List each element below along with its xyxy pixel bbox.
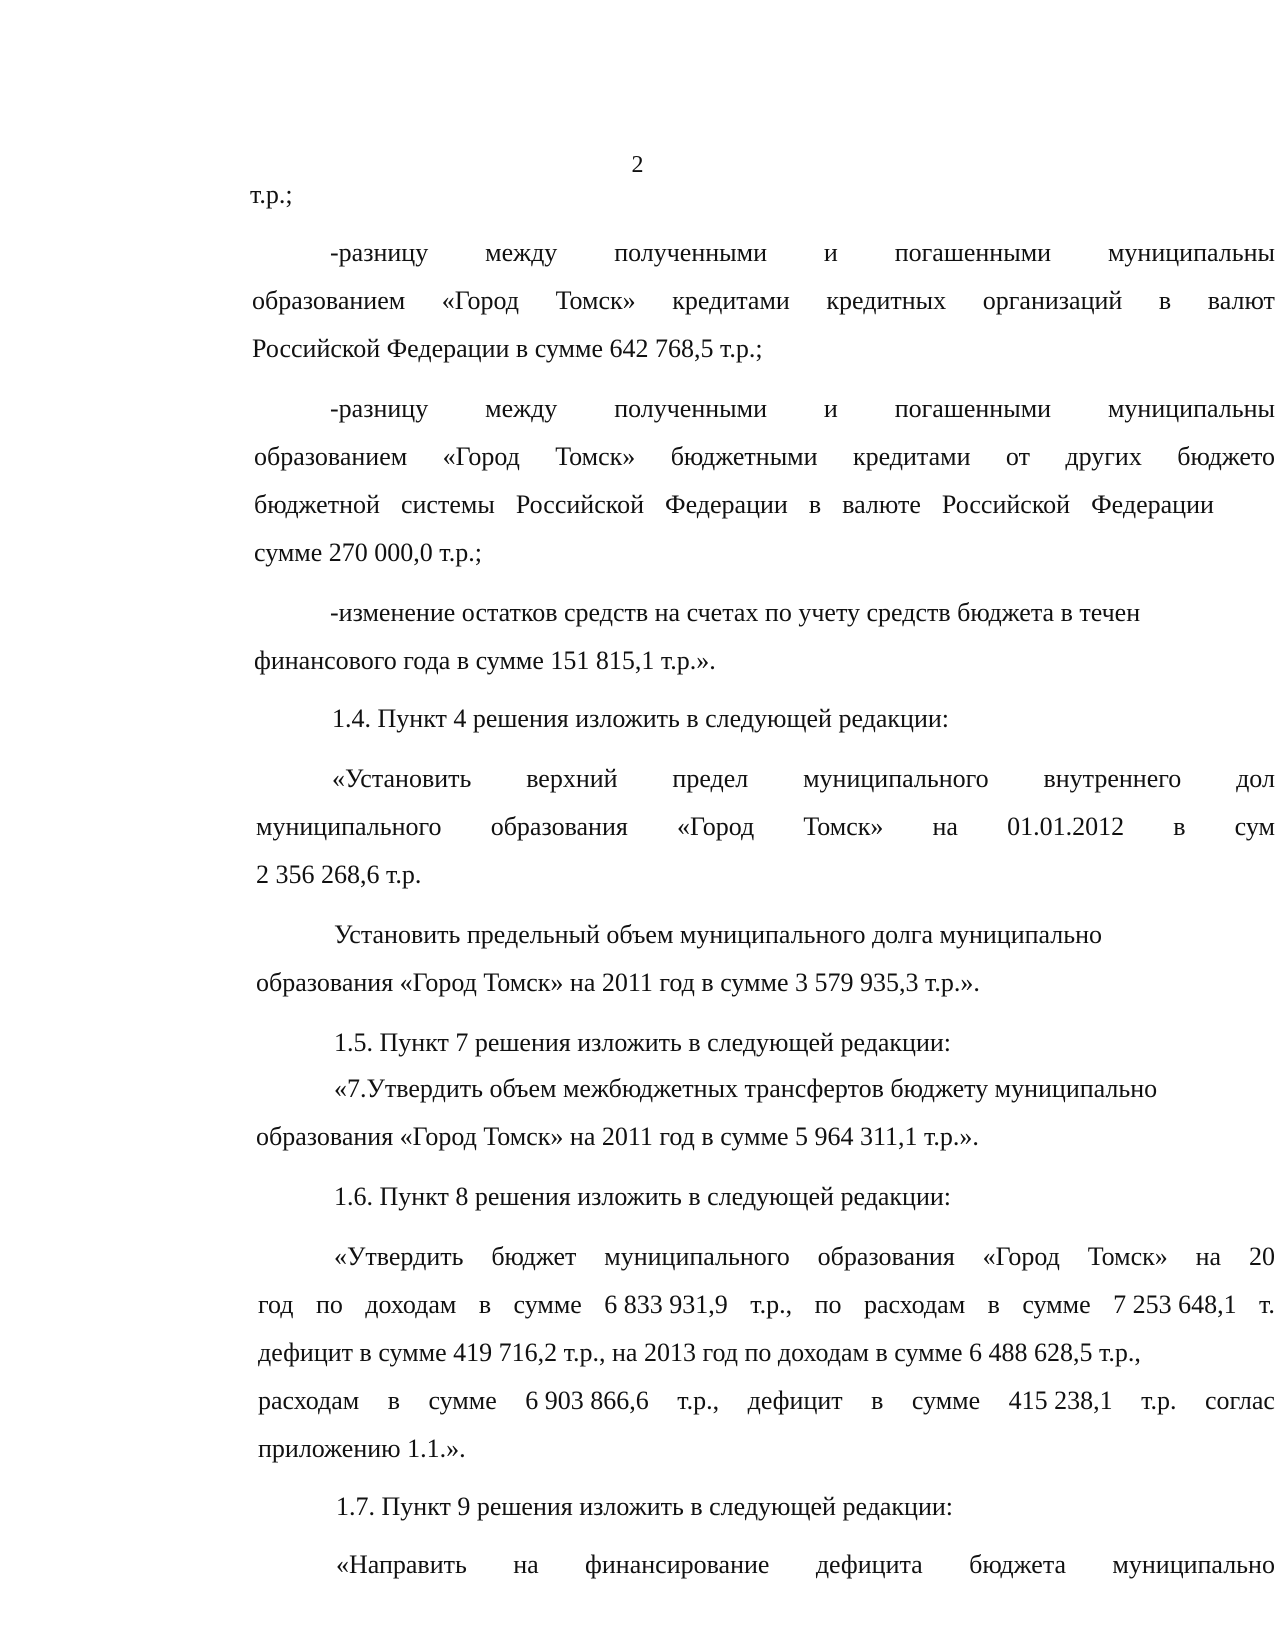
word: 20	[1248, 1242, 1275, 1271]
word: от	[1005, 442, 1030, 471]
word: муниципального	[803, 764, 989, 793]
word: 01.01.2012	[1007, 812, 1125, 841]
word: дол	[1236, 764, 1275, 793]
word: бюджетной	[254, 490, 380, 519]
word: в	[987, 1290, 1000, 1319]
word: расходам	[258, 1386, 360, 1415]
word: предел	[672, 764, 749, 793]
word: кредитами	[852, 442, 971, 471]
word: валют	[1207, 286, 1275, 315]
word: 6 903 866,6	[525, 1386, 649, 1415]
word: муниципальны	[1107, 394, 1275, 423]
word: на	[932, 812, 958, 841]
word: «Город	[441, 286, 520, 315]
text-line	[254, 440, 1275, 474]
text-line: 1.6. Пункт 8 решения изложить в следующей редакции:	[334, 1182, 952, 1211]
text-line: т.р.;	[250, 180, 293, 209]
word: «Город	[676, 812, 755, 841]
word: и	[823, 238, 838, 267]
text-line: образования «Город Томск» на 2011 год в сумме 5 964 311,1 т.р.».	[256, 1122, 979, 1151]
word: бюджет	[491, 1242, 577, 1271]
word: сумме	[428, 1386, 497, 1415]
text-line: приложению 1.1.».	[258, 1434, 466, 1463]
word: т.	[1259, 1290, 1275, 1319]
word: 415 238,1	[1008, 1386, 1113, 1415]
word: организаций	[982, 286, 1123, 315]
word: 7 253 648,1	[1113, 1290, 1237, 1319]
word: -разницу	[330, 238, 429, 267]
word: и	[823, 394, 838, 423]
text-line	[334, 1240, 1275, 1274]
word: между	[485, 238, 558, 267]
text-line	[254, 488, 1214, 522]
word: «Утвердить	[334, 1242, 464, 1271]
word: сум	[1234, 812, 1275, 841]
word: Томск»	[1087, 1242, 1168, 1271]
word: в	[1173, 812, 1186, 841]
text-line	[258, 1384, 1275, 1418]
word: валюте	[842, 490, 921, 519]
text-line: дефицит в сумме 419 716,2 т.р., на 2013 год по доходам в сумме 6 488 628,5 т.р.,	[258, 1338, 1141, 1367]
word: т.р.,	[677, 1386, 720, 1415]
word: расходам	[863, 1290, 966, 1319]
word: Томск»	[555, 286, 636, 315]
word: образованием	[254, 442, 408, 471]
word: т.р.	[1141, 1386, 1177, 1415]
word: кредитных	[826, 286, 947, 315]
text-line: финансового года в сумме 151 815,1 т.р.».	[254, 646, 716, 675]
word: верхний	[526, 764, 618, 793]
word: внутреннего	[1043, 764, 1182, 793]
word: бюджето	[1177, 442, 1275, 471]
word: образованием	[252, 286, 406, 315]
text-line: «7.Утвердить объем межбюджетных трансфертов бюджету муниципально	[334, 1074, 1158, 1103]
text-line: Установить предельный объем муниципального долга муниципально	[334, 920, 1103, 949]
word: доходам	[365, 1290, 457, 1319]
word: соглас	[1205, 1386, 1275, 1415]
word: Томск»	[555, 442, 636, 471]
word: сумме	[911, 1386, 981, 1415]
word: в	[1158, 286, 1172, 315]
text-line	[332, 762, 1275, 796]
text-line: Российской Федерации в сумме 642 768,5 т.р.;	[252, 334, 763, 363]
text-line	[330, 392, 1275, 426]
word: дефицит	[747, 1386, 843, 1415]
word: на	[1195, 1242, 1222, 1271]
word: на	[513, 1550, 539, 1579]
word: кредитами	[672, 286, 790, 315]
word: по	[814, 1290, 842, 1319]
word: муниципальны	[1107, 238, 1275, 267]
word: в	[478, 1290, 492, 1319]
word: Томск»	[803, 812, 884, 841]
word: Российской	[515, 490, 644, 519]
word: Российской	[941, 490, 1071, 519]
word: бюджетными	[670, 442, 818, 471]
word: в	[871, 1386, 884, 1415]
word: дефицита	[815, 1550, 923, 1579]
word: т.р.,	[750, 1290, 793, 1319]
text-line: сумме 270 000,0 т.р.;	[254, 538, 482, 567]
text-line	[336, 1548, 1275, 1582]
text-line	[258, 1288, 1275, 1322]
word: муниципального	[256, 812, 442, 841]
word: финансирование	[585, 1550, 770, 1579]
text-line	[256, 810, 1275, 844]
page-number: 2	[631, 152, 644, 178]
word: по	[315, 1290, 343, 1319]
word: полученными	[614, 238, 768, 267]
text-line	[330, 236, 1275, 270]
word: Федерации	[1091, 490, 1214, 519]
word: погашенными	[894, 394, 1052, 423]
word: «Город	[982, 1242, 1060, 1271]
word: «Установить	[332, 764, 472, 793]
word: сумме	[1022, 1290, 1091, 1319]
word: муниципально	[1112, 1550, 1275, 1579]
word: 6 833 931,9	[604, 1290, 728, 1319]
word: в	[387, 1386, 400, 1415]
word: бюджета	[969, 1550, 1067, 1579]
word: полученными	[614, 394, 768, 423]
word: образования	[490, 812, 628, 841]
word: сумме	[513, 1290, 582, 1319]
word: муниципального	[604, 1242, 790, 1271]
text-line: 2 356 268,6 т.р.	[256, 860, 422, 889]
text-line	[252, 284, 1275, 318]
word: образования	[817, 1242, 955, 1271]
word: год	[258, 1290, 294, 1319]
word: в	[808, 490, 822, 519]
word: между	[485, 394, 558, 423]
word: -разницу	[330, 394, 429, 423]
word: Федерации	[665, 490, 788, 519]
text-line: 1.7. Пункт 9 решения изложить в следующей редакции:	[336, 1492, 954, 1521]
word: погашенными	[894, 238, 1052, 267]
text-line: -изменение остатков средств на счетах по учету средств бюджета в течен	[330, 598, 1141, 627]
word: других	[1065, 442, 1142, 471]
word: «Направить	[336, 1550, 467, 1579]
text-line: 1.4. Пункт 4 решения изложить в следующей редакции:	[332, 704, 950, 733]
text-line: 1.5. Пункт 7 решения изложить в следующей редакции:	[334, 1028, 952, 1057]
word: системы	[400, 490, 495, 519]
text-line: образования «Город Томск» на 2011 год в сумме 3 579 935,3 т.р.».	[256, 968, 980, 997]
word: «Город	[442, 442, 520, 471]
